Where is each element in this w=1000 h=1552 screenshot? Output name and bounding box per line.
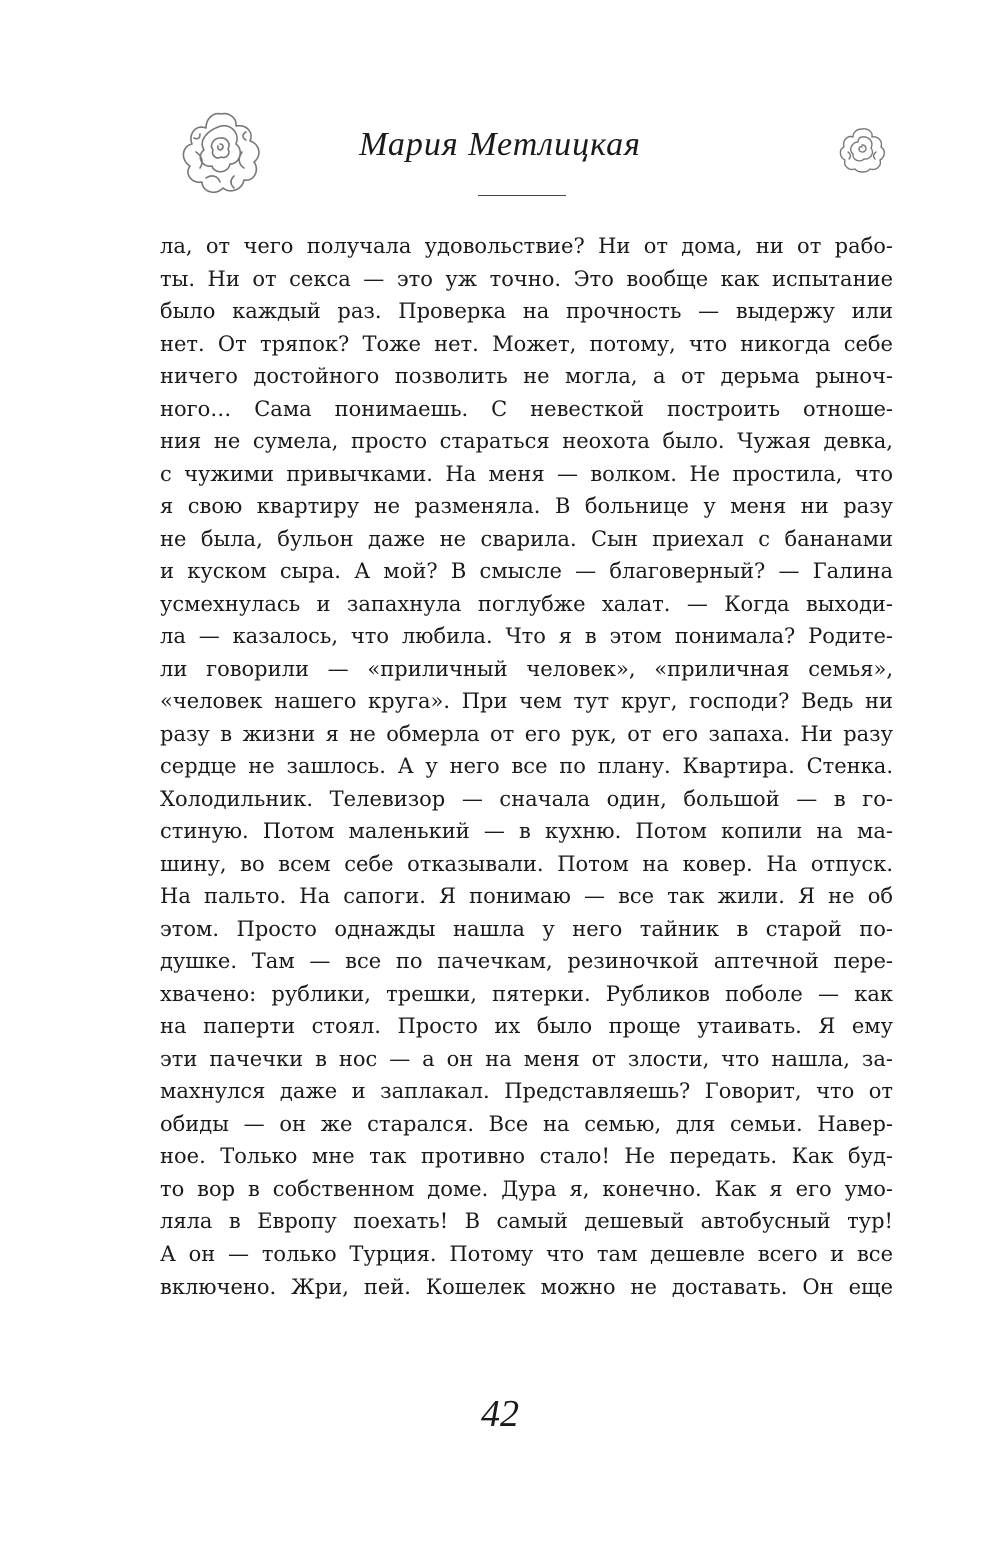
author-name: Мария Метлицкая: [359, 126, 641, 163]
text-line: то вор в собственном доме. Дура я, конечно. Как я его умо-: [160, 1176, 893, 1201]
text-line: ты. Ни от секса — это уж точно. Это вообще как испытание: [160, 266, 893, 291]
text-line: этом. Просто однажды нашла у него тайник в старой по-: [160, 916, 893, 941]
header-divider: [478, 195, 566, 196]
text-line: ния не сумела, просто стараться неохота было. Чужая девка,: [160, 429, 893, 454]
rose-ornament-icon: [836, 126, 888, 174]
text-line: душке. Там — все по пачечкам, резиночкой аптечной пере-: [160, 949, 893, 974]
text-line: я свою квартиру не разменяла. В больнице у меня ни разу: [160, 494, 893, 519]
text-line: и куском сыра. А мой? В смысле — благоверный? — Галина: [160, 559, 893, 584]
text-line: эти пачечки в нос — а он на меня от злости, что нашла, за-: [160, 1046, 893, 1071]
text-line: разу в жизни я не обмерла от его рук, от его запаха. Ни разу: [160, 721, 893, 746]
text-line: ла, от чего получала удовольствие? Ни от дома, ни от рабо-: [160, 234, 893, 258]
page-number: 42: [481, 1393, 519, 1435]
text-line: На пальто. На сапоги. Я понимаю — все так жили. Я не об: [160, 884, 893, 909]
text-line: хвачено: рублики, трешки, пятерки. Рубликов поболе — как: [160, 981, 893, 1006]
text-line: Холодильник. Телевизор — сначала один, большой — в го-: [160, 786, 893, 811]
text-line: было каждый раз. Проверка на прочность — выдержу или: [160, 299, 893, 324]
text-line: ли говорили — «приличный человек», «приличная семья»,: [160, 656, 893, 681]
text-line: на паперти стоял. Просто их было проще утаивать. Я ему: [160, 1014, 893, 1039]
text-line: махнулся даже и заплакал. Представляешь? Говорит, что от: [160, 1079, 893, 1104]
text-line: А он — только Турция. Потому что там дешевле всего и все: [160, 1241, 893, 1266]
body-text: [160, 230, 893, 1303]
text-line: ляла в Европу поехать! В самый дешевый автобусный тур!: [160, 1209, 893, 1234]
running-header: [0, 100, 1000, 220]
text-line: не была, бульон даже не сварила. Сын приехал с бананами: [160, 526, 893, 551]
text-line: с чужими привычками. На меня — волком. Не простила, что: [160, 461, 893, 486]
text-line: обиды — он же старался. Все на семью, для семьи. Навер-: [160, 1111, 893, 1136]
text-line: шину, во всем себе отказывали. Потом на ковер. На отпуск.: [160, 851, 893, 876]
text-line: сердце не зашлось. А у него все по плану. Квартира. Стенка.: [160, 754, 893, 779]
text-line: ничего достойного позволить не могла, а от дерьма рыноч-: [160, 364, 893, 389]
text-line: ное. Только мне так противно стало! Не передать. Как буд-: [160, 1144, 893, 1169]
text-line: «человек нашего круга». При чем тут круг, господи? Ведь ни: [160, 689, 893, 714]
text-line: включено. Жри, пей. Кошелек можно не доставать. Он еще: [160, 1274, 893, 1299]
text-line: нет. От тряпок? Тоже нет. Может, потому, что никогда себе: [160, 331, 893, 356]
text-line: усмехнулась и запахнула поглубже халат. — Когда выходи-: [160, 591, 893, 616]
text-line: ного… Сама понимаешь. С невесткой построить отноше-: [160, 396, 893, 421]
text-line: стиную. Потом маленький — в кухню. Потом копили на ма-: [160, 819, 893, 844]
text-line: ла — казалось, что любила. Что я в этом понимала? Родите-: [160, 624, 893, 649]
